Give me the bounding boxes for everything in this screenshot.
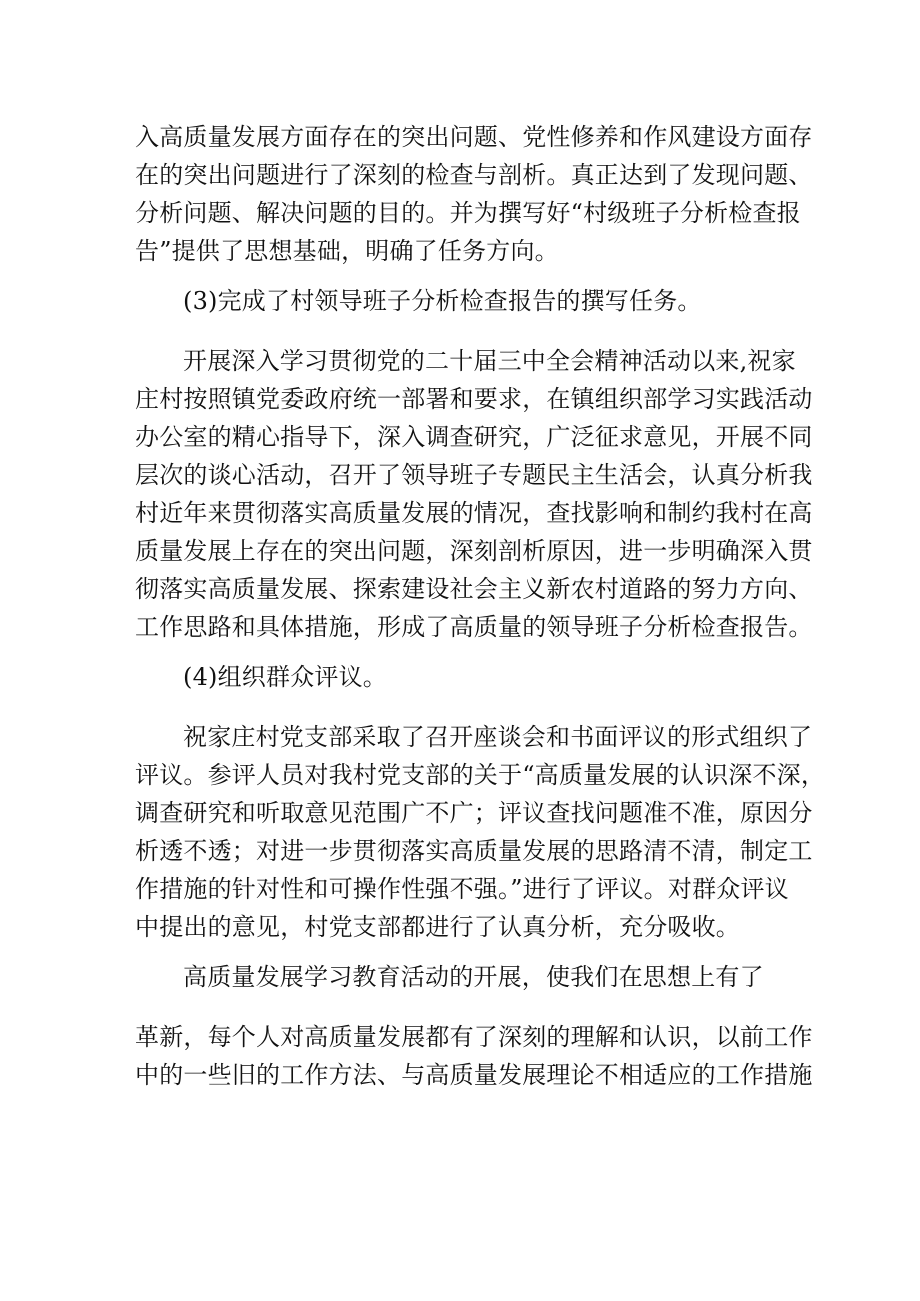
section-heading: (3)完成了村领导班子分析检查报告的撰写任务。 xyxy=(183,287,702,315)
text-line: 村近年来贯彻落实高质量发展的情况，查找影响和制约我村在高 xyxy=(135,499,813,527)
paragraph-first-line: 开展深入学习贯彻党的二十届三中全会精神活动以来,祝家 xyxy=(183,347,796,375)
text-line: 庄村按照镇党委政府统一部署和要求，在镇组织部学习实践活动 xyxy=(135,385,813,413)
paragraph-first-line: 祝家庄村党支部采取了召开座谈会和书面评议的形式组织了 xyxy=(183,723,813,751)
text-line: 层次的谈心活动，召开了领导班子专题民主生活会，认真分析我 xyxy=(135,461,813,489)
text-line: 中提出的意见，村党支部都进行了认真分析，充分吸收。 xyxy=(135,913,740,941)
text-line: 革新，每个人对高质量发展都有了深刻的理解和认识，以前工作 xyxy=(135,1023,813,1051)
text-line: 调查研究和听取意见范围广不广；评议查找问题准不准，原因分 xyxy=(135,799,813,827)
paragraph-first-line: 高质量发展学习教育活动的开展，使我们在思想上有了 xyxy=(183,963,764,991)
text-line: 作措施的针对性和可操作性强不强。”进行了评议。对群众评议 xyxy=(135,875,789,903)
text-line: 析透不透；对进一步贯彻落实高质量发展的思路清不清，制定工 xyxy=(135,837,813,865)
section-heading: (4)组织群众评议。 xyxy=(183,663,387,691)
text-line: 质量发展上存在的突出问题，深刻剖析原因，进一步明确深入贯 xyxy=(135,537,813,565)
text-line: 在的突出问题进行了深刻的检查与剖析。真正达到了发现问题、 xyxy=(135,161,813,189)
text-line: 告”提供了思想基础，明确了任务方向。 xyxy=(135,237,559,265)
text-line: 彻落实高质量发展、探索建设社会主义新农村道路的努力方向、 xyxy=(135,575,813,603)
text-line: 分析问题、解决问题的目的。并为撰写好“村级班子分析检查报 xyxy=(135,199,801,227)
text-line: 中的一些旧的工作方法、与高质量发展理论不相适应的工作措施 xyxy=(135,1061,813,1089)
text-line: 评议。参评人员对我村党支部的关于“高质量发展的认识深不深， xyxy=(135,761,826,789)
text-line: 入高质量发展方面存在的突出问题、党性修养和作风建设方面存 xyxy=(135,123,813,151)
text-line: 工作思路和具体措施，形成了高质量的领导班子分析检查报告。 xyxy=(135,613,813,641)
text-line: 办公室的精心指导下，深入调查研究，广泛征求意见，开展不同 xyxy=(135,423,813,451)
